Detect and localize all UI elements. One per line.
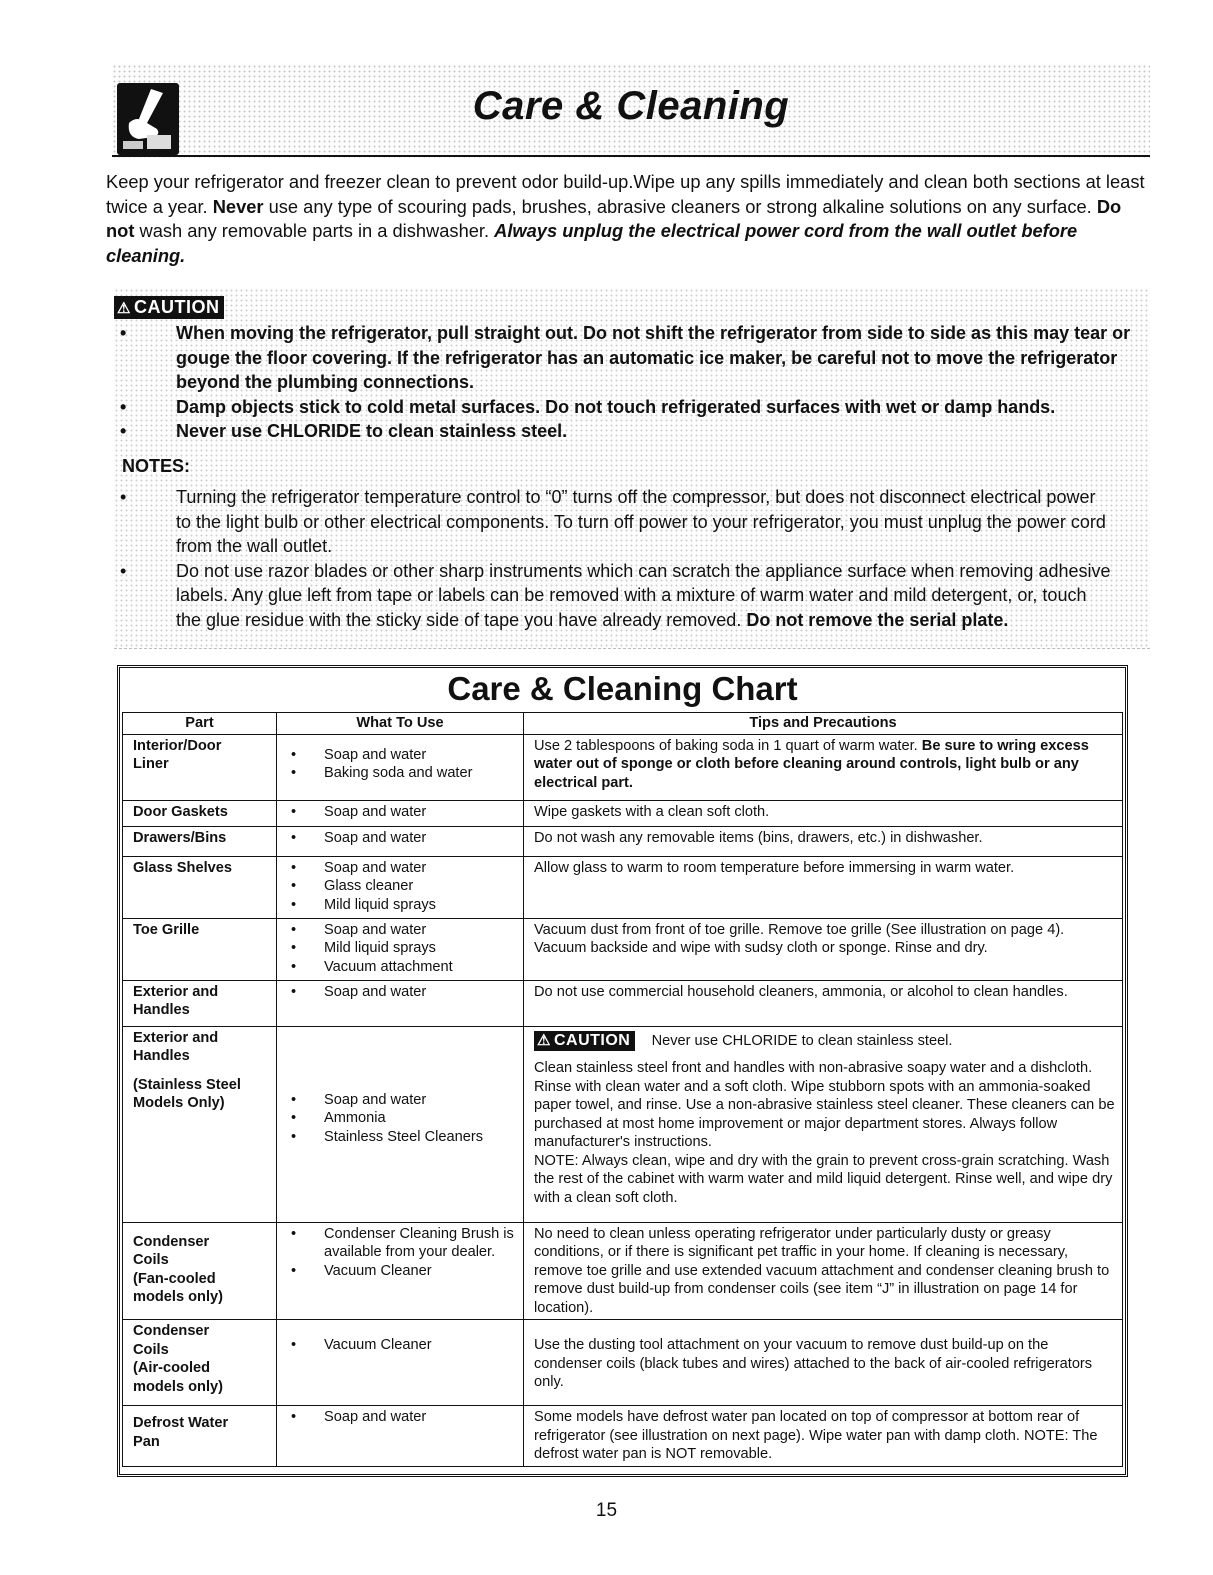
caution-list <box>114 321 1134 444</box>
caution-badge: ⚠ CAUTION <box>534 1031 635 1052</box>
tips-cell: Use the dusting tool attachment on your vacuum to remove dust build-up on the condenser coils (black tubes and wires) attached to the back of air-cooled refrigerators only. <box>524 1320 1123 1406</box>
notes-list <box>114 485 1114 632</box>
part-cell: Interior/Door Liner <box>123 734 277 800</box>
part-cell: Toe Grille <box>123 918 277 980</box>
table-row <box>123 734 1123 800</box>
care-cleaning-table <box>122 712 1123 1467</box>
part-cell: Defrost Water Pan <box>123 1406 277 1467</box>
use-cell: • Condenser Cleaning Brush is available from your dealer. • Vacuum Cleaner <box>277 1222 524 1320</box>
part-cell: Condenser Coils (Fan-cooled models only) <box>123 1222 277 1320</box>
caution-notes-box <box>114 288 1150 649</box>
bullet-icon: • <box>120 560 127 581</box>
header-divider <box>112 155 1150 157</box>
caution-badge: ⚠ CAUTION <box>114 296 224 319</box>
bullet-icon: • <box>120 487 127 507</box>
use-cell: • Soap and water • Baking soda and water <box>277 734 524 800</box>
intro-do-not: Do not <box>106 195 1122 241</box>
use-cell: • Soap and water <box>277 826 524 856</box>
part-cell: Condenser Coils (Air-cooled models only) <box>123 1320 277 1406</box>
list-item: • Turning the refrigerator temperature control to “0” turns off the compressor, but does not disconnect electrical power to the light bulb or other electrical components. To turn off power to your refrigerator, you must unplug the power cord from the wall outlet. <box>120 487 1106 556</box>
tips-cell: ⚠ CAUTION Never use CHLORIDE to clean stainless steel. Clean stainless steel front and handles with non-abrasive soapy water and a dishcloth. Rinse with clean water and a soft cloth. Wipe stubborn spots with an ammonia-soaked paper towel, and rinse. Use a non-abrasive stainless steel cleaner. These cleaners can be purchased at most home improvement or major department stores. Always follow manufacturer's instructions. NOTE: Always clean, wipe and dry with the grain to prevent cross-grain scratching. Wash the rest of the cabinet with warm water and mild liquid detergent. Rinse well, and wipe dry with a clean soft cloth. <box>524 1026 1123 1222</box>
list-item: • Damp objects stick to cold metal surfaces. Do not touch refrigerated surfaces with wet or damp hands. <box>114 395 1134 420</box>
part-cell: Glass Shelves <box>123 856 277 918</box>
intro-never: Never <box>212 195 264 217</box>
section-header <box>112 64 1150 158</box>
table-row <box>123 800 1123 826</box>
bullet-icon: • <box>120 396 127 417</box>
chart-title: Care & Cleaning Chart <box>447 670 798 707</box>
page-title: Care & Cleaning <box>472 84 790 128</box>
table-row <box>123 856 1123 918</box>
intro-text-1: Keep your refrigerator and freezer clean to prevent odor build-up.Wipe up any spills immediately and clean both sections at least twice a year. <box>106 171 1145 217</box>
list-item: • Do not use razor blades or other sharp instruments which can scratch the appliance surface when removing adhesive labels. Any glue left from tape or labels can be removed with a mixture of warm water and mild detergent, or, touch the glue residue with the sticky side of tape you have already removed. Do not remove the serial plate. <box>120 560 1111 630</box>
page-number: 15 <box>595 1500 618 1521</box>
warning-triangle-icon: ⚠ <box>117 300 131 317</box>
column-header-what-to-use: What To Use <box>277 713 524 735</box>
table-header-row <box>123 713 1123 735</box>
use-cell: • Soap and water <box>277 980 524 1026</box>
column-header-part: Part <box>123 713 277 735</box>
part-cell: Exterior and Handles (Stainless Steel Models Only) <box>123 1026 277 1222</box>
tips-cell: Use 2 tablespoons of baking soda in 1 quart of warm water. Be sure to wring excess water out of sponge or cloth before cleaning around controls, light bulb or any electrical part. <box>524 734 1123 800</box>
list-item: • When moving the refrigerator, pull straight out. Do not shift the refrigerator from side to side as this may tear or gouge the floor covering. If the refrigerator has an automatic ice maker, be careful not to move the refrigerator beyond the plumbing connections. <box>120 323 1131 392</box>
tips-cell: Wipe gaskets with a clean soft cloth. <box>524 800 1123 826</box>
intro-text-3: wash any removable parts in a dishwasher. <box>134 220 495 241</box>
intro-unplug-warning: Always unplug the electrical power cord from the wall outlet before cleaning. <box>106 220 1078 266</box>
use-cell: • Vacuum Cleaner <box>277 1320 524 1406</box>
list-item: • Never use CHLORIDE to clean stainless steel. <box>114 419 1134 444</box>
intro-text-2: use any type of scouring pads, brushes, abrasive cleaners or strong alkaline solutions on any surface. <box>263 195 1097 217</box>
column-header-tips: Tips and Precautions <box>524 713 1123 735</box>
tips-cell: Some models have defrost water pan located on top of compressor at bottom rear of refrigerator (see illustration on next page). Wipe water pan with damp cloth. NOTE: The defrost water pan is NOT removable. <box>524 1406 1123 1467</box>
tips-cell: No need to clean unless operating refrigerator under particularly dusty or greasy conditions, or if there is significant pet traffic in your home. If cleaning is necessary, remove toe grille and use extended vacuum attachment and condenser cleaning brush to remove dust build-up from condenser coils (see item “J” in illustration on page 14 for location). <box>524 1222 1123 1320</box>
part-cell: Drawers/Bins <box>123 826 277 856</box>
table-row <box>123 918 1123 980</box>
warning-triangle-icon: ⚠ <box>537 1031 551 1049</box>
table-row <box>123 1406 1123 1467</box>
part-cell: Exterior and Handles <box>123 980 277 1026</box>
table-row <box>123 1222 1123 1320</box>
use-cell: • Soap and water • Ammonia • Stainless Steel Cleaners <box>277 1026 524 1222</box>
use-cell: • Soap and water <box>277 800 524 826</box>
intro-paragraph <box>106 170 1152 268</box>
table-row <box>123 980 1123 1026</box>
use-cell: • Soap and water • Mild liquid sprays • Vacuum attachment <box>277 918 524 980</box>
use-cell: • Soap and water <box>277 1406 524 1467</box>
use-cell: • Soap and water • Glass cleaner • Mild liquid sprays <box>277 856 524 918</box>
tips-cell: Do not wash any removable items (bins, drawers, etc.) in dishwasher. <box>524 826 1123 856</box>
bullet-icon: • <box>120 323 127 343</box>
bullet-icon: • <box>120 421 127 441</box>
table-row <box>123 1320 1123 1406</box>
tips-cell: Allow glass to warm to room temperature before immersing in warm water. <box>524 856 1123 918</box>
notes-title: NOTES: <box>122 456 191 476</box>
tips-cell: Do not use commercial household cleaners, ammonia, or alcohol to clean handles. <box>524 980 1123 1026</box>
part-cell: Door Gaskets <box>123 800 277 826</box>
table-row <box>123 1026 1123 1222</box>
care-cleaning-chart <box>117 665 1128 1477</box>
table-row <box>123 826 1123 856</box>
tips-cell: Vacuum dust from front of toe grille. Remove toe grille (See illustration on page 4). Vacuum backside and wipe with sudsy cloth or sponge. Rinse and dry. <box>524 918 1123 980</box>
